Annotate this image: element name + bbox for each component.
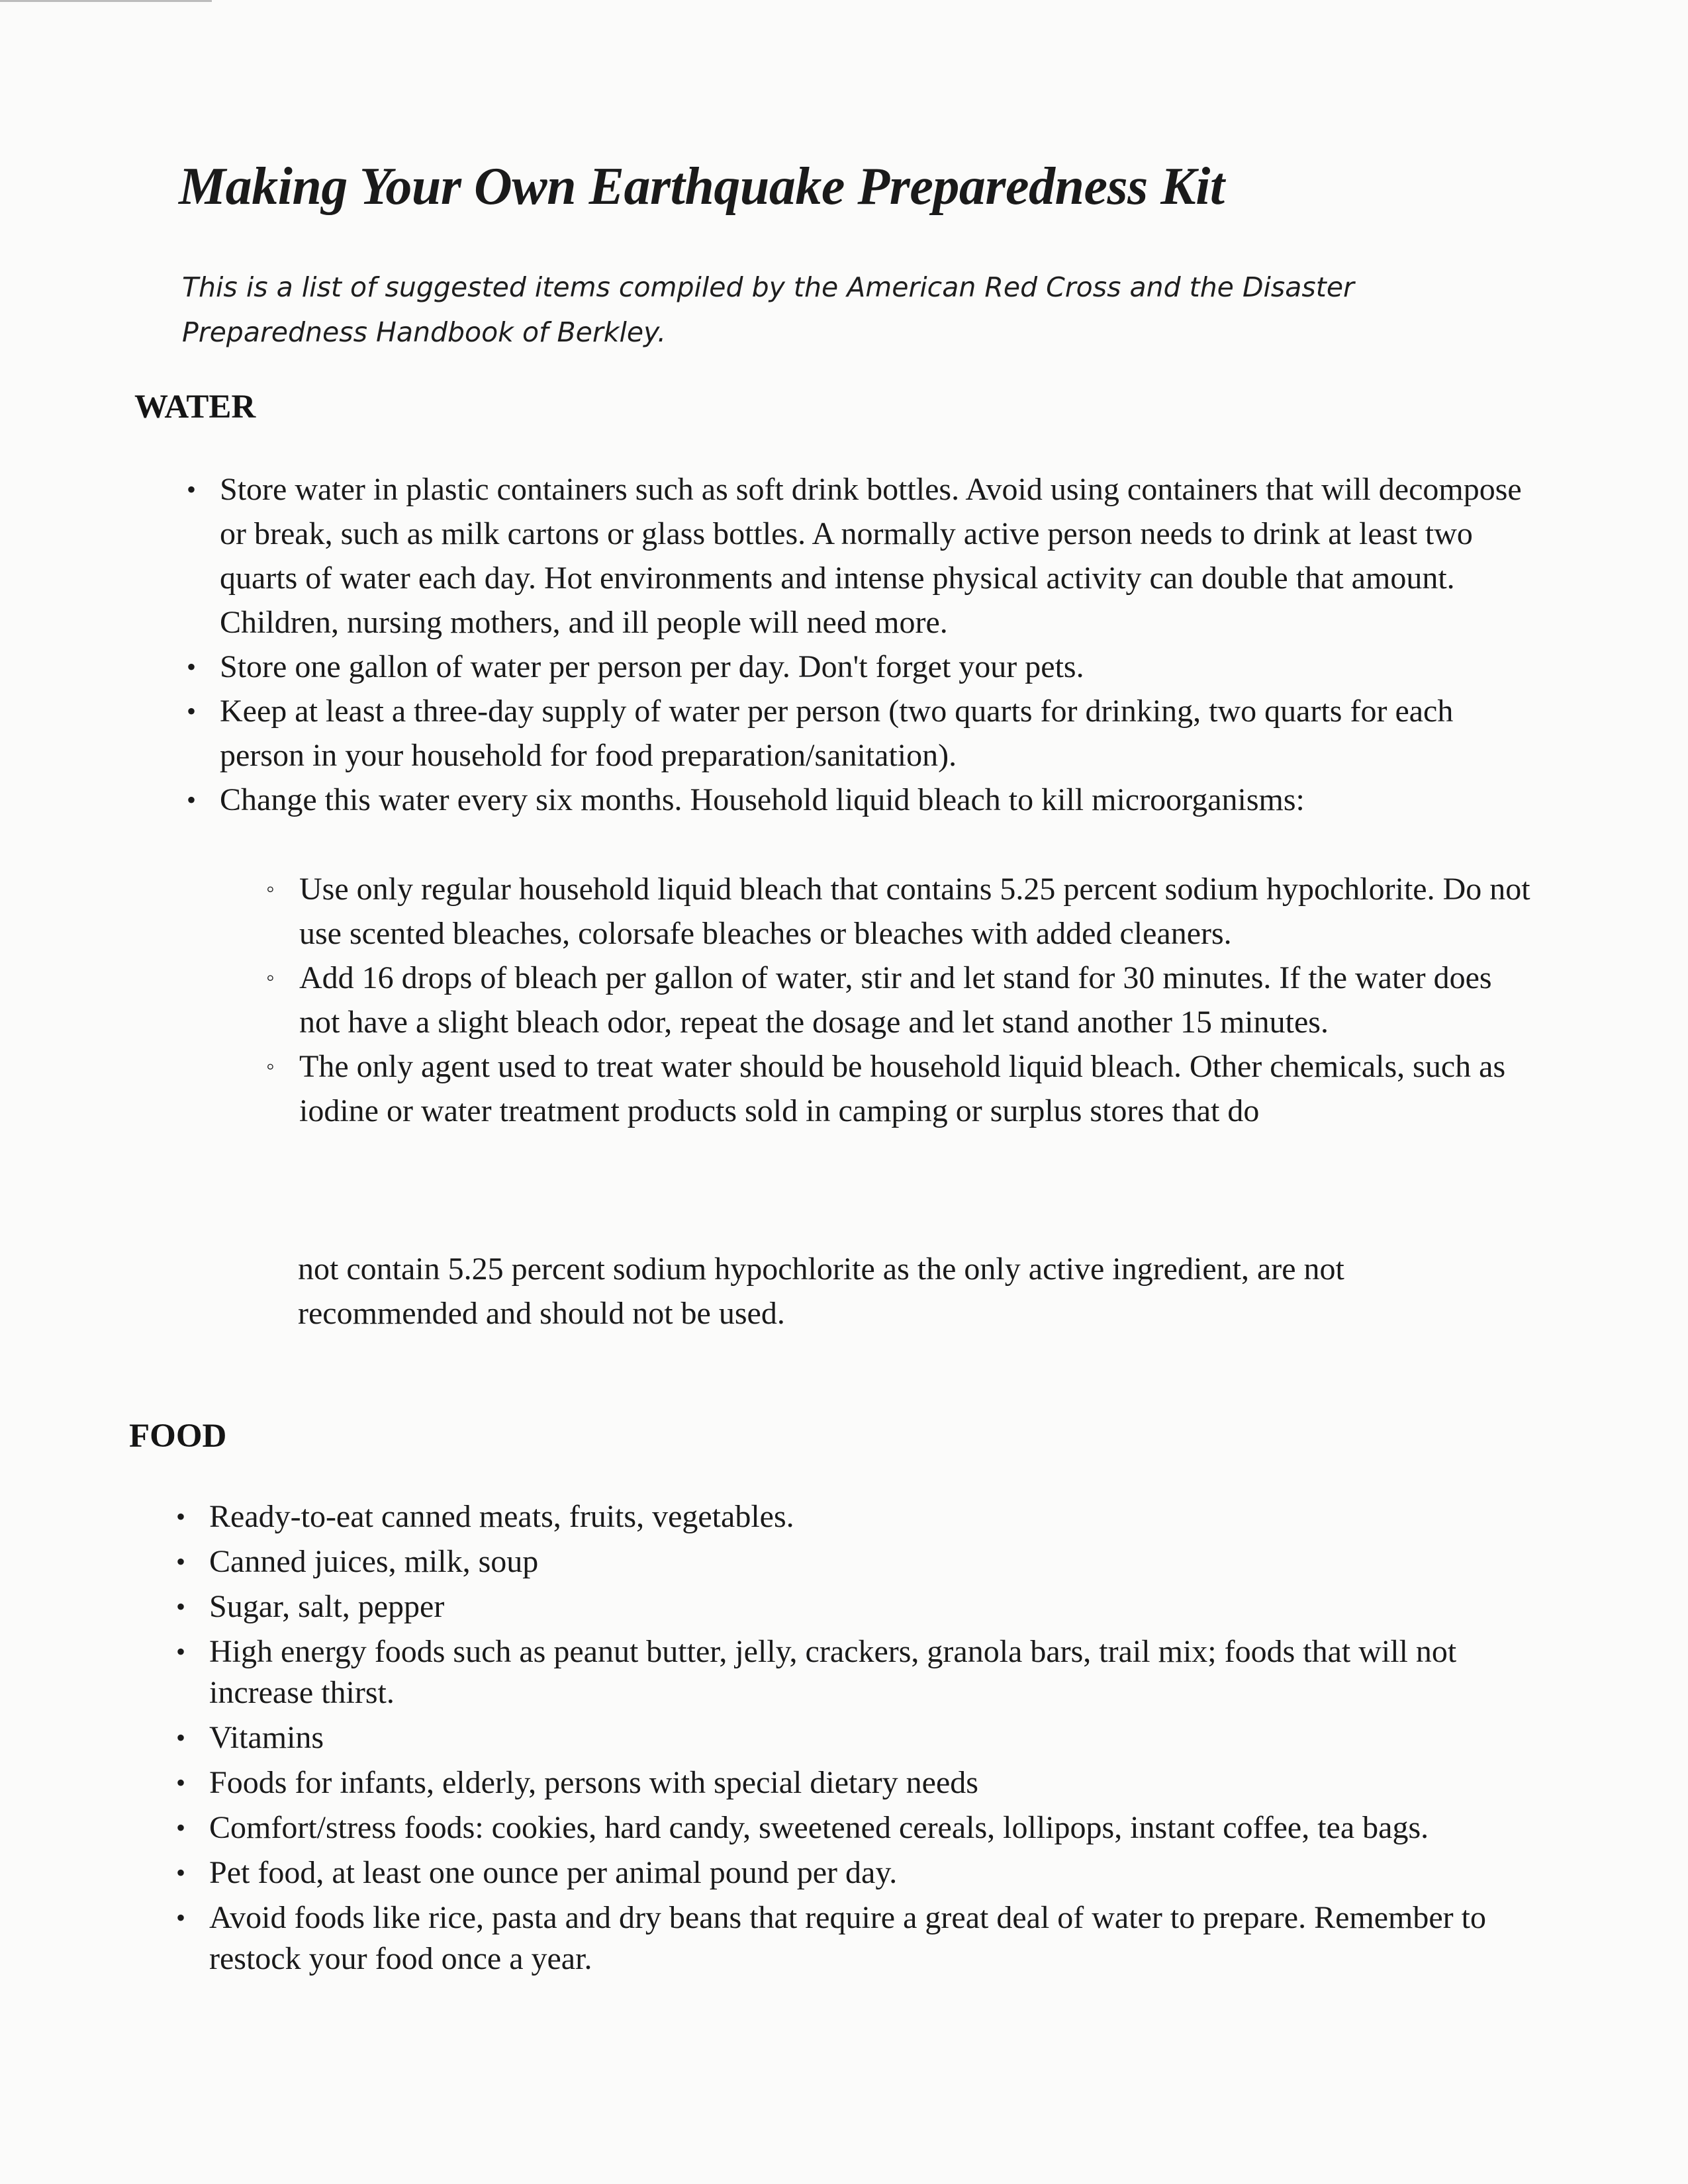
list-item: • Keep at least a three-day supply of water per person (two quarts for drinking, two quarts for each person in your household for food preparation/sanitation).: [187, 689, 1524, 778]
list-item: • Foods for infants, elderly, persons with special dietary needs: [176, 1762, 1513, 1803]
list-item: • Canned juices, milk, soup: [176, 1541, 1513, 1582]
list-item: • Pet food, at least one ounce per animal pound per day.: [176, 1852, 1513, 1893]
water-heading: WATER: [134, 388, 256, 426]
list-item: • Sugar, salt, pepper: [176, 1586, 1513, 1627]
list-item: • Change this water every six months. Household liquid bleach to kill microorganisms:: [187, 778, 1524, 822]
sub-list-continuation: not contain 5.25 percent sodium hypochlorite as the only active ingredient, are not recommended and should not be used.: [298, 1251, 1344, 1331]
food-list: [176, 1496, 1513, 1983]
list-item: • Avoid foods like rice, pasta and dry beans that require a great deal of water to prepare. Remember to restock your food once a year.: [176, 1897, 1513, 1979]
sub-list-item: ◦ The only agent used to treat water should be household liquid bleach. Other chemicals, such as iodine or water treatment products sold in camping or surplus stores that do: [266, 1044, 1537, 1133]
list-item: • Store one gallon of water per person per day. Don't forget your pets.: [187, 645, 1524, 689]
list-item: • Vitamins: [176, 1717, 1513, 1758]
food-heading: FOOD: [129, 1418, 227, 1455]
scan-edge-line: [0, 0, 212, 2]
list-item: • Store water in plastic containers such as soft drink bottles. Avoid using containers that will decompose or break, such as milk cartons or glass bottles. A normally active person needs to drink at least two quarts of water each day. Hot environments and intense physical activity can double that amount. Children, nursing mothers, and ill people will need more.: [187, 467, 1524, 645]
list-item: • Comfort/stress foods: cookies, hard candy, sweetened cereals, lollipops, instant coffee, tea bags.: [176, 1807, 1513, 1848]
sub-list-item: ◦ Add 16 drops of bleach per gallon of water, stir and let stand for 30 minutes. If the water does not have a slight bleach odor, repeat the dosage and let stand another 15 minutes.: [266, 956, 1537, 1044]
sub-list-item: ◦ Use only regular household liquid bleach that contains 5.25 percent sodium hypochlorite. Do not use scented bleaches, colorsafe bleaches or bleaches with added cleaners.: [266, 867, 1537, 956]
document-title: Making Your Own Earthquake Preparedness Kit: [179, 158, 1225, 216]
list-item: • High energy foods such as peanut butter, jelly, crackers, granola bars, trail mix; foods that will not increase thirst.: [176, 1631, 1513, 1713]
list-item: • Ready-to-eat canned meats, fruits, vegetables.: [176, 1496, 1513, 1537]
intro-text: This is a list of suggested items compiled by the American Red Cross and the Disaster Preparedness Handbook of Berkley.: [182, 271, 1354, 348]
water-list: [187, 467, 1524, 822]
bleach-sublist: [266, 867, 1537, 1133]
